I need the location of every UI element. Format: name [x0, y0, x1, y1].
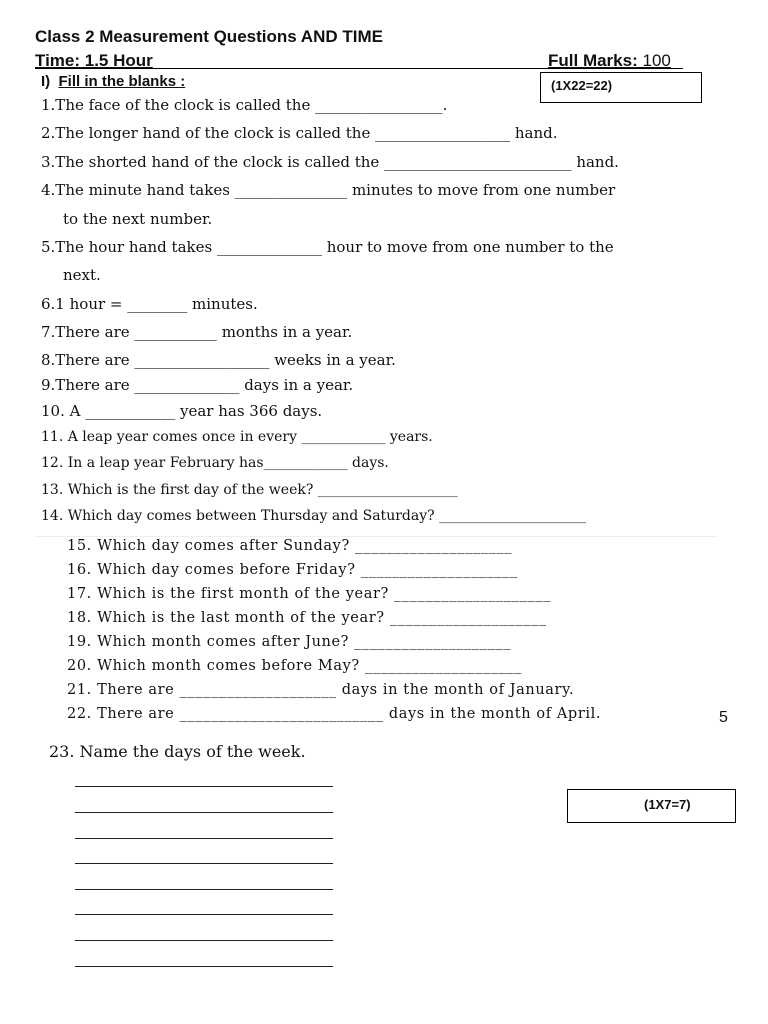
question-3: 3.The shorted hand of the clock is called the _________________________ hand.	[41, 153, 619, 171]
question-22: 22. There are __________________________ days in the month of April.	[67, 706, 602, 722]
question-11: 11. A leap year comes once in every ____________ years.	[41, 429, 433, 445]
answer-line-1	[75, 786, 333, 787]
question-21: 21. There are ____________________ days in the month of January.	[67, 682, 575, 698]
question-6: 6.1 hour = ________ minutes.	[41, 295, 258, 313]
section-heading	[41, 73, 185, 90]
question-15: 15. Which day comes after Sunday? ____________________	[67, 538, 513, 554]
question-4: 4.The minute hand takes _______________ minutes to move from one number	[41, 181, 616, 199]
marks-box-1: (1X22=22)	[540, 72, 702, 103]
answer-line-5	[75, 889, 333, 890]
question-2: 2.The longer hand of the clock is called the __________________ hand.	[41, 124, 558, 142]
question-10: 10. A ____________ year has 366 days.	[41, 402, 323, 420]
question-5-cont: next.	[63, 266, 101, 284]
divider	[35, 536, 717, 537]
answer-line-2	[75, 812, 333, 813]
answer-line-3	[75, 838, 333, 839]
answer-line-6	[75, 914, 333, 915]
marks-box-2: (1X7=7)	[567, 789, 736, 823]
question-8: 8.There are __________________ weeks in a year.	[41, 351, 396, 369]
side-marks: 5	[719, 709, 728, 726]
section-number: I)	[41, 73, 51, 90]
time-label: Time: 1.5 Hour	[35, 51, 153, 70]
full-marks-value: 100	[642, 51, 671, 70]
question-12: 12. In a leap year February has____________ days.	[41, 455, 389, 471]
question-5: 5.The hour hand takes ______________ hour to move from one number to the	[41, 238, 614, 256]
question-23: 23. Name the days of the week.	[49, 742, 306, 761]
question-18: 18. Which is the last month of the year? ____________________	[67, 610, 547, 626]
question-1: 1.The face of the clock is called the _________________.	[41, 96, 448, 114]
answer-line-8	[75, 966, 333, 967]
answer-line-4	[75, 863, 333, 864]
section-title: Fill in the blanks :	[58, 73, 186, 90]
question-7: 7.There are ___________ months in a year.	[41, 323, 353, 341]
worksheet-title: Class 2 Measurement Questions AND TIME	[35, 27, 383, 46]
full-marks-text: Full Marks:	[548, 51, 638, 70]
header-rule	[35, 68, 683, 69]
question-19: 19. Which month comes after June? ____________________	[67, 634, 512, 650]
answer-line-7	[75, 940, 333, 941]
question-16: 16. Which day comes before Friday? ____________________	[67, 562, 518, 578]
question-13: 13. Which is the first day of the week? ____________________	[41, 482, 458, 498]
question-9: 9.There are ______________ days in a year.	[41, 376, 354, 394]
question-17: 17. Which is the first month of the year? ____________________	[67, 586, 552, 602]
question-4-cont: to the next number.	[63, 210, 213, 228]
question-20: 20. Which month comes before May? ____________________	[67, 658, 522, 674]
question-14: 14. Which day comes between Thursday and Saturday? _____________________	[41, 508, 587, 524]
